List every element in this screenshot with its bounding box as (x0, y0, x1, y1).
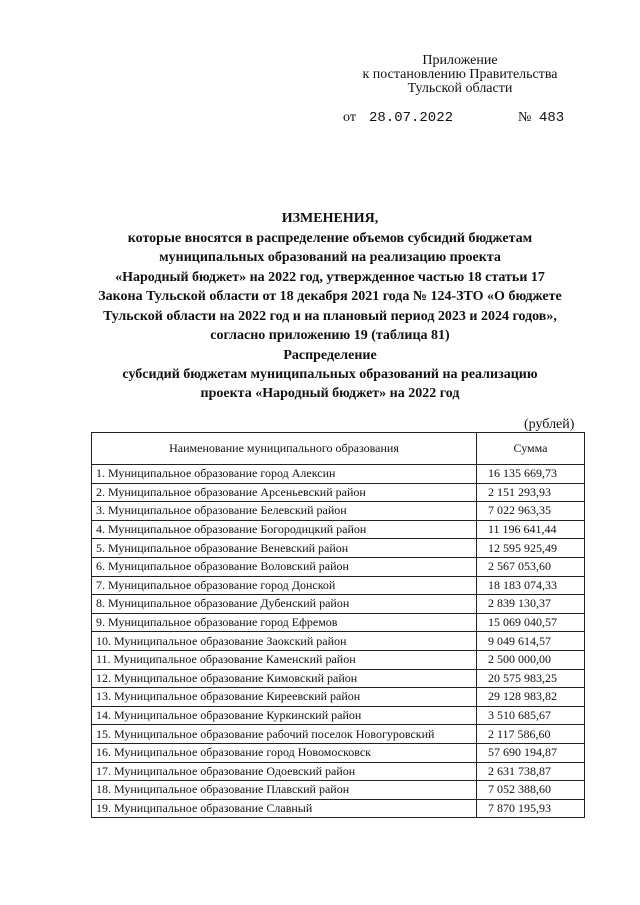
appendix-line: Приложение (422, 53, 498, 68)
subsidy-amount: 7 052 388,60 (477, 781, 585, 800)
table-row (92, 632, 585, 651)
table-row (92, 576, 585, 595)
subsidy-amount: 3 510 685,67 (477, 706, 585, 725)
municipality-name: 8. Муниципальное образование Дубенский район (92, 595, 477, 614)
table-row (92, 688, 585, 707)
subsidy-amount: 57 690 194,87 (477, 743, 585, 762)
table-row (92, 669, 585, 688)
changes-line: которые вносятся в распределение объемов субсидий бюджетам (127, 230, 533, 246)
municipality-name: 3. Муниципальное образование Белевский район (92, 502, 477, 521)
subsidy-amount: 7 022 963,35 (477, 502, 585, 521)
unit-label: (рублей) (524, 417, 575, 432)
table-row (92, 595, 585, 614)
municipality-name: 11. Муниципальное образование Каменский район (92, 650, 477, 669)
municipality-name: 15. Муниципальное образование рабочий поселок Новогуровский (92, 725, 477, 744)
table-row (92, 650, 585, 669)
changes-heading (80, 209, 580, 346)
municipality-name: 5. Муниципальное образование Веневский район (92, 539, 477, 558)
changes-title: ИЗМЕНЕНИЯ, (281, 211, 379, 226)
appendix-block (340, 54, 580, 96)
date-number-line (343, 110, 565, 126)
number-sign: № (518, 110, 532, 125)
table-row (92, 725, 585, 744)
municipality-name: 16. Муниципальное образование город Новомосковск (92, 743, 477, 762)
subsidy-amount: 11 196 641,44 (477, 520, 585, 539)
table-row (92, 706, 585, 725)
municipality-name: 12. Муниципальное образование Кимовский район (92, 669, 477, 688)
column-header-amount: Сумма (477, 433, 585, 465)
changes-line: «Народный бюджет» на 2022 год, утвержденное частью 18 статьи 17 (115, 269, 545, 285)
table-row (92, 613, 585, 632)
municipality-name: 9. Муниципальное образование город Ефремов (92, 613, 477, 632)
subsidy-amount: 20 575 983,25 (477, 669, 585, 688)
municipality-name: 13. Муниципальное образование Киреевский район (92, 688, 477, 707)
municipality-name: 1. Муниципальное образование город Алексин (92, 465, 477, 484)
changes-line: Закона Тульской области от 18 декабря 2021 года № 124-ЗТО «О бюджете (98, 289, 562, 304)
subsidy-amount: 29 128 983,82 (477, 688, 585, 707)
municipality-name: 7. Муниципальное образование город Донской (92, 576, 477, 595)
changes-line: согласно приложению 19 (таблица 81) (210, 328, 450, 343)
distribution-title: Распределение (283, 348, 377, 363)
table-row (92, 539, 585, 558)
table-row (92, 502, 585, 521)
table-body (92, 465, 585, 818)
changes-line: муниципальных образований на реализацию проекта (159, 250, 501, 265)
subsidy-amount: 12 595 925,49 (477, 539, 585, 558)
subsidy-amount: 2 631 738,87 (477, 762, 585, 781)
subsidy-amount: 2 567 053,60 (477, 557, 585, 576)
appendix-line: Тульской области (407, 81, 513, 96)
subsidy-table (91, 432, 585, 818)
table-row (92, 520, 585, 539)
resolution-date: 28.07.2022 (369, 110, 454, 126)
subsidy-amount: 16 135 669,73 (477, 465, 585, 484)
table-row (92, 465, 585, 484)
subsidy-amount: 9 049 614,57 (477, 632, 585, 651)
municipality-name: 2. Муниципальное образование Арсеньевский район (92, 483, 477, 502)
table-row (92, 762, 585, 781)
distribution-line: проекта «Народный бюджет» на 2022 год (200, 386, 460, 401)
table-row (92, 781, 585, 800)
municipality-name: 14. Муниципальное образование Куркинский район (92, 706, 477, 725)
date-from-label: от (343, 110, 356, 125)
distribution-heading (80, 346, 580, 403)
subsidy-amount: 2 839 130,37 (477, 595, 585, 614)
resolution-number: 483 (539, 110, 565, 126)
municipality-name: 4. Муниципальное образование Богородицкий район (92, 520, 477, 539)
municipality-name: 19. Муниципальное образование Славный (92, 799, 477, 818)
appendix-line: к постановлению Правительства (362, 67, 558, 82)
subsidy-amount: 2 151 293,93 (477, 483, 585, 502)
subsidy-amount: 2 500 000,00 (477, 650, 585, 669)
subsidy-amount: 18 183 074,33 (477, 576, 585, 595)
subsidy-amount: 7 870 195,93 (477, 799, 585, 818)
table-row (92, 483, 585, 502)
municipality-name: 18. Муниципальное образование Плавский район (92, 781, 477, 800)
table-row (92, 743, 585, 762)
municipality-name: 17. Муниципальное образование Одоевский район (92, 762, 477, 781)
table-row (92, 557, 585, 576)
table-header-row (92, 433, 585, 465)
municipality-name: 6. Муниципальное образование Воловский район (92, 557, 477, 576)
distribution-line: субсидий бюджетам муниципальных образований на реализацию (122, 367, 538, 382)
subsidy-amount: 2 117 586,60 (477, 725, 585, 744)
municipality-name: 10. Муниципальное образование Заокский район (92, 632, 477, 651)
column-header-name: Наименование муниципального образования (92, 433, 477, 465)
subsidy-amount: 15 069 040,57 (477, 613, 585, 632)
table-row (92, 799, 585, 818)
changes-line: Тульской области на 2022 год и на плановый период 2023 и 2024 годов», (103, 308, 557, 324)
